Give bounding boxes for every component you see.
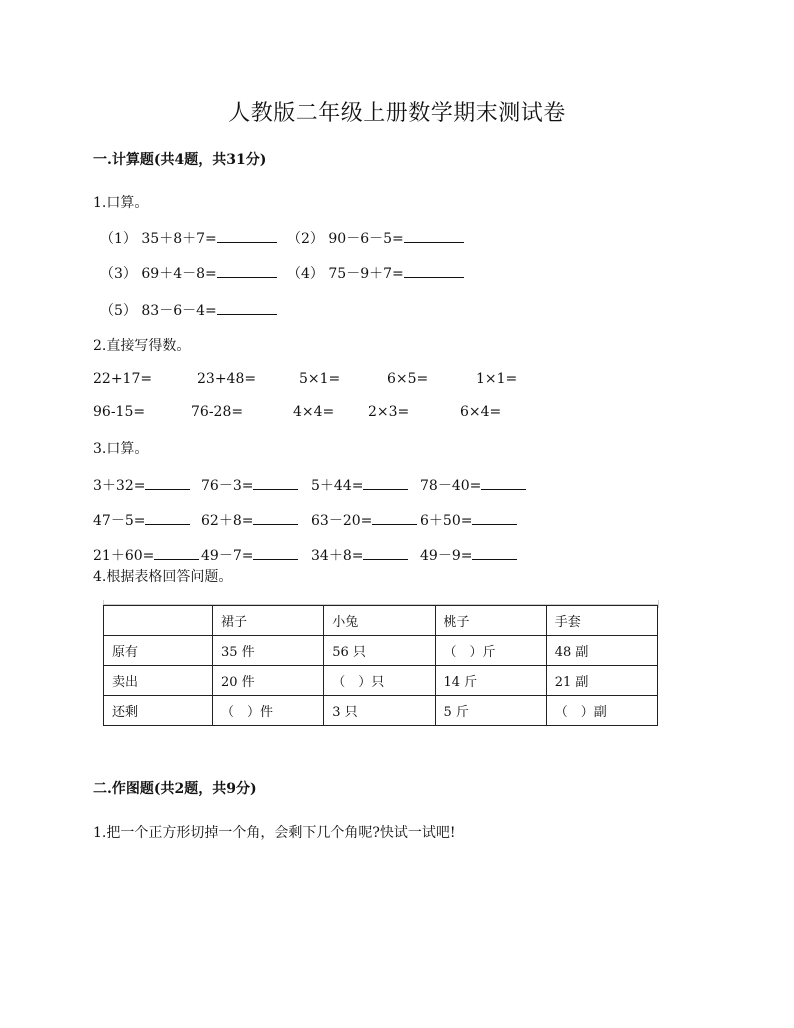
q2-expr: 96-15=	[93, 404, 146, 420]
table-cell: （ ）只	[324, 666, 435, 696]
q3-item	[420, 545, 517, 565]
item-number: （2）	[287, 231, 324, 247]
answer-blank[interactable]	[404, 228, 464, 243]
q3-item	[311, 475, 408, 495]
answer-blank[interactable]	[472, 510, 517, 525]
table-row	[104, 696, 658, 726]
q3-item	[201, 545, 298, 565]
question-4-label: 4.根据表格回答问题。	[93, 569, 233, 585]
q2-expr: 6×5=	[387, 371, 429, 387]
expression: 35＋8＋7=	[141, 231, 217, 247]
row-label: 原有	[104, 636, 213, 666]
table-cell	[104, 606, 213, 636]
q1-item-3	[100, 263, 277, 283]
q1-item-4	[287, 263, 464, 283]
expression: 47－5=	[93, 513, 146, 529]
q3-item	[93, 545, 199, 565]
page-title: 人教版二年级上册数学期末测试卷	[228, 101, 566, 126]
table-cell: 20 件	[213, 666, 324, 696]
q2-expr: 2×3=	[368, 404, 410, 420]
answer-blank[interactable]	[404, 263, 464, 278]
expression: 49－9=	[420, 548, 473, 564]
q1-item-2	[287, 228, 464, 248]
q2-expr: 4×4=	[293, 404, 335, 420]
q2-expr: 6×4=	[460, 404, 502, 420]
expression: 83－6－4=	[141, 303, 217, 319]
expression: 76－3=	[201, 478, 254, 494]
table-header-cell: 裙子	[213, 606, 324, 636]
expression: 90－6－5=	[328, 231, 404, 247]
inventory-table	[103, 605, 658, 726]
answer-blank[interactable]	[363, 475, 408, 490]
table-cell: （ ）斤	[435, 636, 546, 666]
answer-blank[interactable]	[145, 475, 190, 490]
answer-blank[interactable]	[217, 228, 277, 243]
expression: 5＋44=	[311, 478, 364, 494]
answer-blank[interactable]	[154, 545, 199, 560]
answer-blank[interactable]	[472, 545, 517, 560]
table-header-cell: 小兔	[324, 606, 435, 636]
question-3-label: 3.口算。	[93, 441, 149, 457]
table-cell: 56 只	[324, 636, 435, 666]
drawing-question-1: 1.把一个正方形切掉一个角，会剩下几个角呢?快试一试吧!	[93, 825, 456, 841]
expression: 21＋60=	[93, 548, 155, 564]
table-row	[104, 636, 658, 666]
table-cell: 35 件	[213, 636, 324, 666]
table-row	[104, 666, 658, 696]
q1-item-5	[100, 300, 277, 320]
q3-item	[201, 510, 298, 530]
expression: 6＋50=	[420, 513, 473, 529]
expression: 75－9＋7=	[328, 266, 404, 282]
question-2-label: 2.直接写得数。	[93, 338, 191, 354]
q2-expr: 22+17=	[93, 371, 153, 387]
table-cell: 21 副	[546, 666, 657, 696]
answer-blank[interactable]	[253, 545, 298, 560]
q3-item	[201, 475, 298, 495]
q3-item	[420, 510, 517, 530]
answer-blank[interactable]	[481, 475, 526, 490]
table-cell: （ ）件	[213, 696, 324, 726]
table-cell: 48 副	[546, 636, 657, 666]
question-1-label: 1.口算。	[93, 195, 149, 211]
table-cell: 14 斤	[435, 666, 546, 696]
item-number: （4）	[287, 266, 324, 282]
table-header-cell: 桃子	[435, 606, 546, 636]
q2-expr: 5×1=	[299, 371, 341, 387]
answer-blank[interactable]	[253, 475, 298, 490]
answer-blank[interactable]	[217, 300, 277, 315]
expression: 78－40=	[420, 478, 482, 494]
answer-blank[interactable]	[217, 263, 277, 278]
table-cell: 3 只	[324, 696, 435, 726]
expression: 69＋4－8=	[141, 266, 217, 282]
q3-item	[93, 475, 190, 495]
section-2-heading: 二.作图题(共2题，共9分)	[93, 781, 257, 797]
answer-blank[interactable]	[253, 510, 298, 525]
q3-item	[311, 510, 417, 530]
row-label: 卖出	[104, 666, 213, 696]
item-number: （3）	[100, 266, 137, 282]
expression: 34＋8=	[311, 548, 364, 564]
item-number: （1）	[100, 231, 137, 247]
q2-expr: 1×1=	[476, 371, 518, 387]
q3-item	[311, 545, 408, 565]
section-1-heading: 一.计算题(共4题，共31分)	[93, 152, 267, 168]
expression: 3＋32=	[93, 478, 146, 494]
answer-blank[interactable]	[145, 510, 190, 525]
answer-blank[interactable]	[372, 510, 417, 525]
expression: 63－20=	[311, 513, 373, 529]
table-guide-tick	[658, 600, 659, 608]
q1-item-1	[100, 228, 277, 248]
row-label: 还剩	[104, 696, 213, 726]
table-header-row	[104, 606, 658, 636]
table-cell: 5 斤	[435, 696, 546, 726]
item-number: （5）	[100, 303, 137, 319]
q3-item	[420, 475, 526, 495]
q3-item	[93, 510, 190, 530]
table-header-cell: 手套	[546, 606, 657, 636]
q2-expr: 23+48=	[197, 371, 257, 387]
q2-expr: 76-28=	[191, 404, 244, 420]
table-cell: （ ）副	[546, 696, 657, 726]
expression: 62＋8=	[201, 513, 254, 529]
expression: 49－7=	[201, 548, 254, 564]
answer-blank[interactable]	[363, 545, 408, 560]
